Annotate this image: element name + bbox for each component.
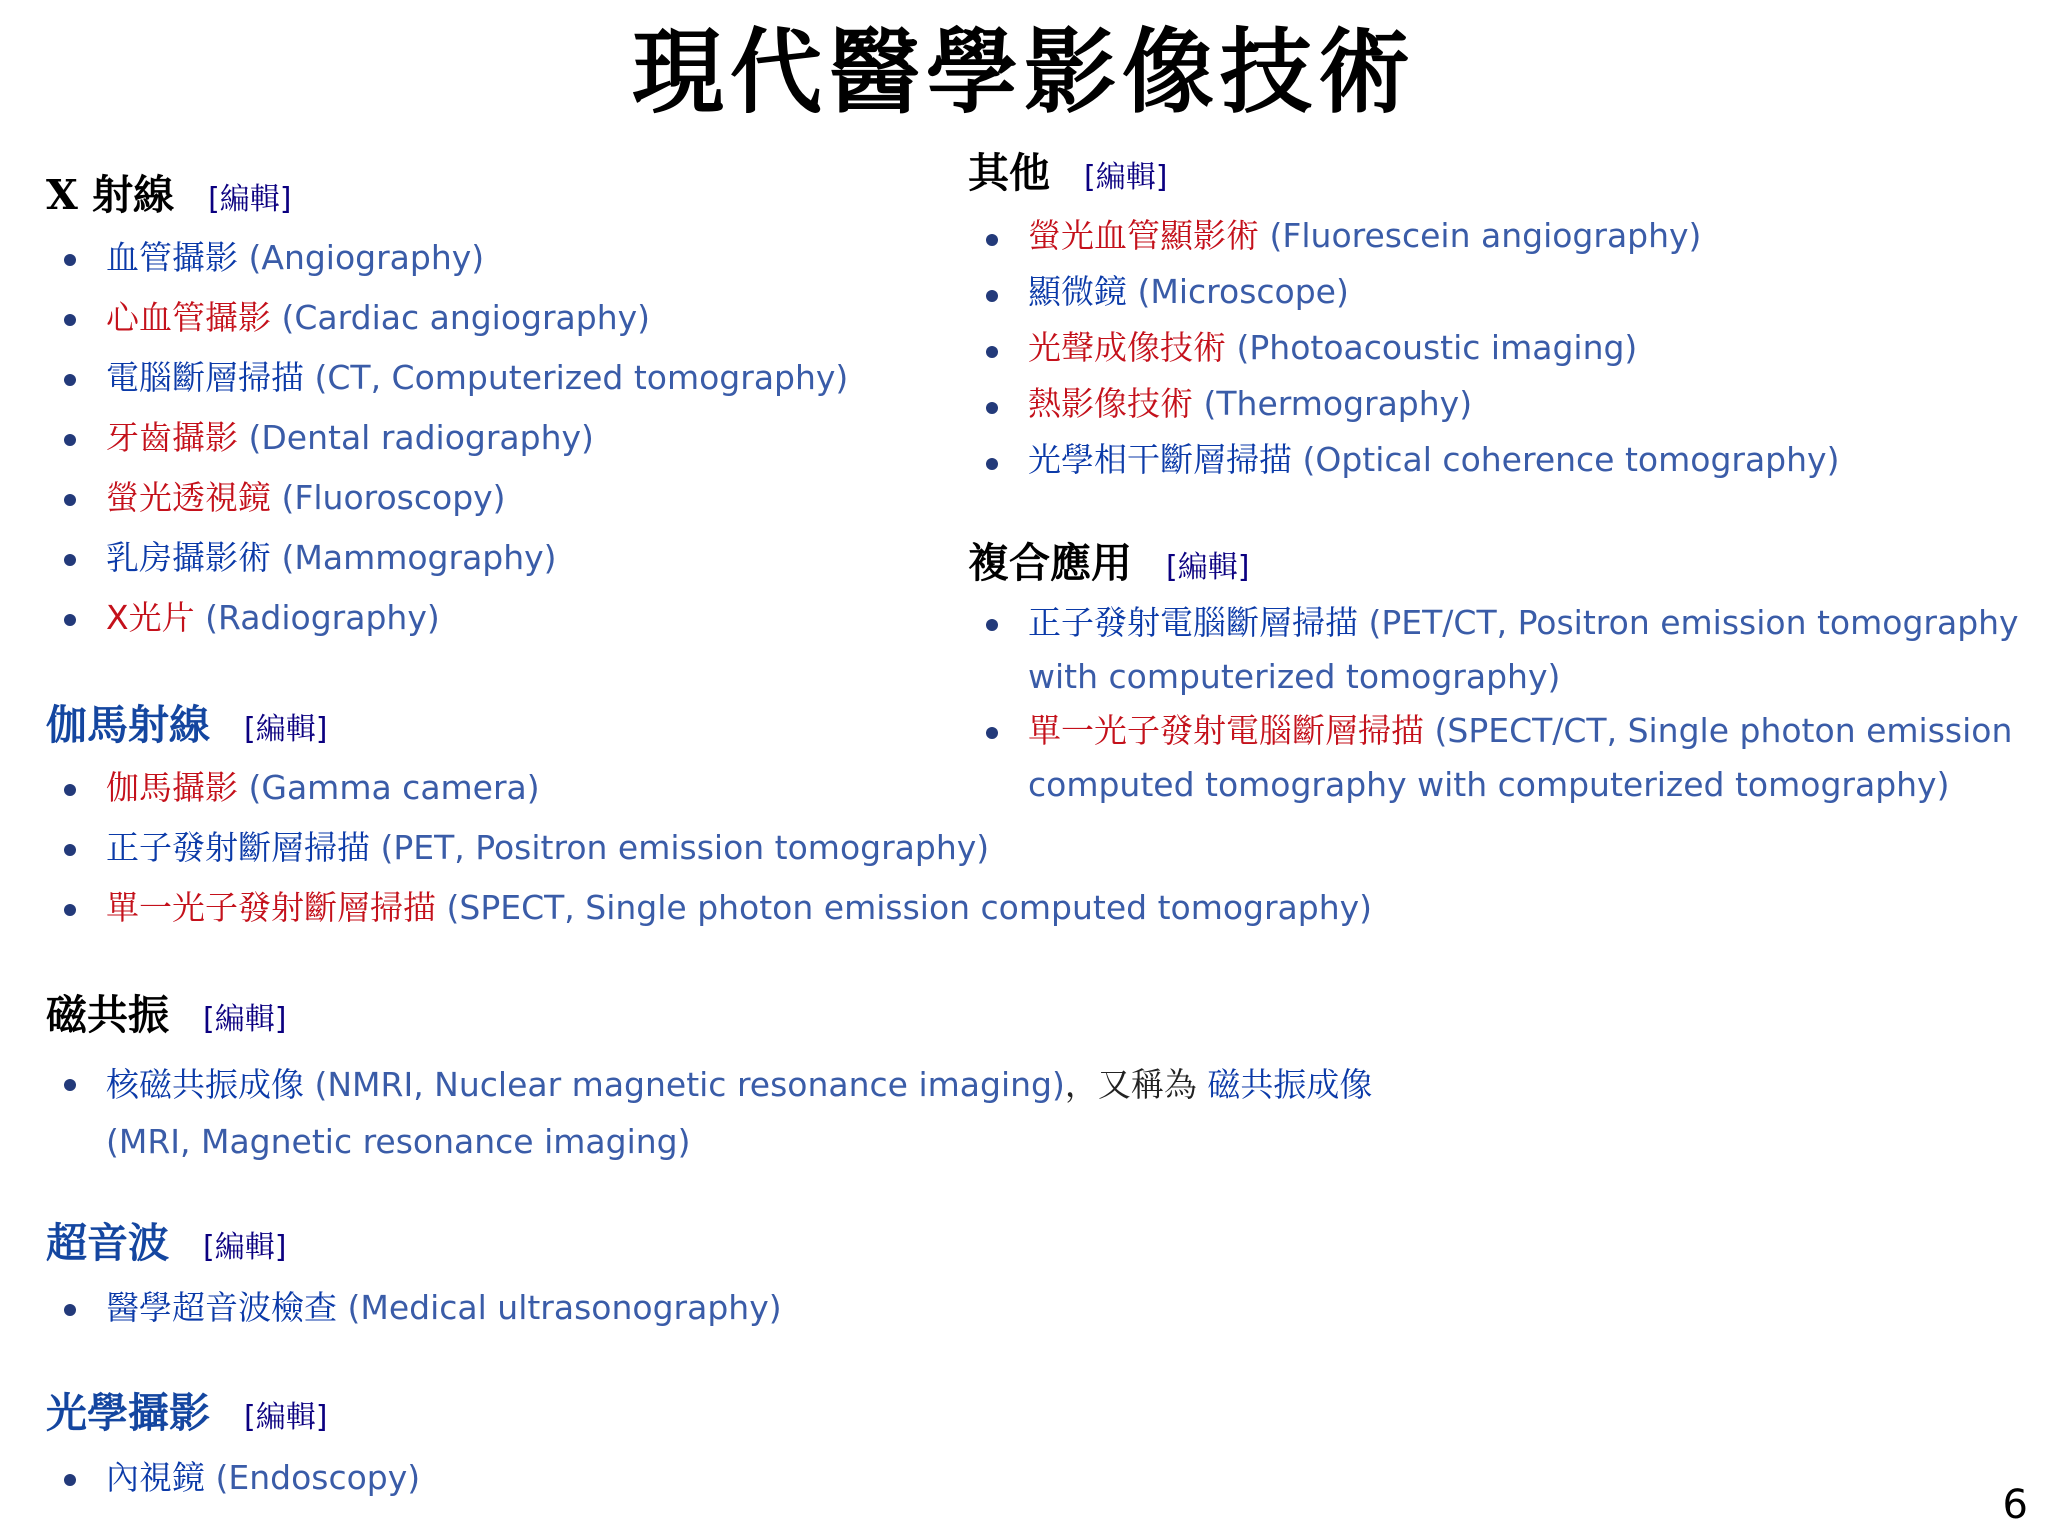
- item-english: (CT, Computerized tomography): [314, 358, 849, 397]
- list-item: [46, 1278, 1446, 1338]
- item-list: [968, 208, 2028, 488]
- item-list: [46, 1448, 1446, 1508]
- edit-link[interactable]: [編輯]: [244, 1400, 328, 1435]
- item-link[interactable]: 核磁共振成像: [106, 1065, 304, 1104]
- item-english: (Thermography): [1203, 384, 1473, 423]
- heading-text: 光學攝影: [46, 1389, 210, 1437]
- item-link[interactable]: 正子發射斷層掃描: [106, 828, 370, 867]
- section-heading-xray: [46, 162, 966, 222]
- item-english-secondary: (MRI, Magnetic resonance imaging): [106, 1122, 691, 1161]
- section-hybrid: [968, 530, 2028, 812]
- list-item: [46, 348, 966, 408]
- list-item: [46, 468, 966, 528]
- item-english: (PET/CT, Positron emission tomography with computerized tomography): [1028, 603, 2019, 696]
- section-ultrasound: [46, 1210, 1446, 1338]
- list-item: [968, 376, 2028, 432]
- item-link[interactable]: 顯微鏡: [1028, 272, 1127, 311]
- list-item: [968, 432, 2028, 488]
- item-english: (Endoscopy): [215, 1458, 421, 1497]
- list-item: [46, 588, 966, 648]
- item-link[interactable]: 螢光透視鏡: [106, 478, 271, 517]
- item-link[interactable]: 內視鏡: [106, 1458, 205, 1497]
- item-english: (Gamma camera): [248, 768, 540, 807]
- section-heading-optical: [46, 1380, 1446, 1440]
- heading-text: 超音波: [46, 1219, 169, 1267]
- list-item: [968, 704, 2028, 812]
- item-english: (Microscope): [1137, 272, 1349, 311]
- item-list: [46, 1056, 1446, 1170]
- section-mri: [46, 982, 1446, 1170]
- list-item: [46, 288, 966, 348]
- section-heading-other: [968, 140, 2028, 200]
- heading-text: 磁共振: [46, 991, 169, 1039]
- list-item: [46, 878, 1446, 938]
- edit-link[interactable]: [編輯]: [244, 712, 328, 747]
- item-english: (Mammography): [281, 538, 557, 577]
- item-english: (Fluoroscopy): [281, 478, 506, 517]
- item-link[interactable]: 醫學超音波檢查: [106, 1288, 337, 1327]
- edit-link[interactable]: [編輯]: [1084, 160, 1168, 195]
- item-link-secondary[interactable]: 磁共振成像: [1207, 1065, 1373, 1104]
- item-link[interactable]: 正子發射電腦斷層掃描: [1028, 603, 1358, 642]
- slide-title: 現代醫學影像技術: [631, 19, 1416, 126]
- edit-link[interactable]: [編輯]: [1166, 550, 1250, 585]
- item-english: (SPECT, Single photon emission computed tomography): [446, 888, 1373, 927]
- item-link[interactable]: 伽馬攝影: [106, 768, 238, 807]
- item-english: (Medical ultrasonography): [347, 1288, 782, 1327]
- list-item: [46, 1056, 1436, 1170]
- item-link[interactable]: 螢光血管顯影術: [1028, 216, 1259, 255]
- item-english: (Fluorescein angiography): [1269, 216, 1702, 255]
- item-link[interactable]: 心血管攝影: [106, 298, 271, 337]
- item-link[interactable]: X光片: [106, 598, 195, 637]
- section-optical: [46, 1380, 1446, 1508]
- item-english: (Dental radiography): [248, 418, 594, 457]
- section-heading-ultrasound: [46, 1210, 1446, 1270]
- item-link[interactable]: 電腦斷層掃描: [106, 358, 304, 397]
- heading-text: 其他: [968, 149, 1050, 197]
- item-link[interactable]: 光學相干斷層掃描: [1028, 440, 1292, 479]
- edit-link[interactable]: [編輯]: [203, 1002, 287, 1037]
- list-item: [46, 228, 966, 288]
- section-heading-mri: [46, 982, 1446, 1042]
- list-item: [968, 208, 2028, 264]
- item-english: (SPECT/CT, Single photon emission computed tomography with computerized tomography): [1028, 711, 2013, 804]
- item-link[interactable]: 乳房攝影術: [106, 538, 271, 577]
- item-english: (Optical coherence tomography): [1302, 440, 1840, 479]
- item-link[interactable]: 光聲成像技術: [1028, 328, 1226, 367]
- item-link[interactable]: 熱影像技術: [1028, 384, 1193, 423]
- item-english: (PET, Positron emission tomography): [380, 828, 990, 867]
- item-link[interactable]: 血管攝影: [106, 238, 238, 277]
- list-item: [968, 596, 2028, 704]
- item-english: (Photoacoustic imaging): [1236, 328, 1638, 367]
- edit-link[interactable]: [編輯]: [208, 182, 292, 217]
- item-english: (NMRI, Nuclear magnetic resonance imaging): [314, 1065, 1065, 1104]
- item-link[interactable]: 單一光子發射電腦斷層掃描: [1028, 711, 1424, 750]
- item-list: [46, 1278, 1446, 1338]
- list-item: [46, 1448, 1446, 1508]
- item-list: [46, 228, 966, 648]
- section-other: [968, 140, 2028, 488]
- heading-text: 複合應用: [968, 539, 1132, 587]
- list-item: [46, 528, 966, 588]
- item-connector: ，又稱為: [1064, 1065, 1197, 1104]
- heading-text: X 射線: [46, 171, 175, 219]
- list-item: [46, 818, 1446, 878]
- section-xray: [46, 162, 966, 648]
- item-link[interactable]: 牙齒攝影: [106, 418, 238, 457]
- item-english: (Angiography): [248, 238, 485, 277]
- list-item: [968, 264, 2028, 320]
- list-item: [46, 408, 966, 468]
- item-english: (Cardiac angiography): [281, 298, 651, 337]
- item-english: (Radiography): [205, 598, 440, 637]
- page-number: 6: [2002, 1482, 2028, 1528]
- edit-link[interactable]: [編輯]: [203, 1230, 287, 1265]
- section-heading-hybrid: [968, 530, 2028, 590]
- item-link[interactable]: 單一光子發射斷層掃描: [106, 888, 436, 927]
- heading-text: 伽馬射線: [46, 701, 210, 749]
- list-item: [968, 320, 2028, 376]
- item-list: [968, 596, 2028, 812]
